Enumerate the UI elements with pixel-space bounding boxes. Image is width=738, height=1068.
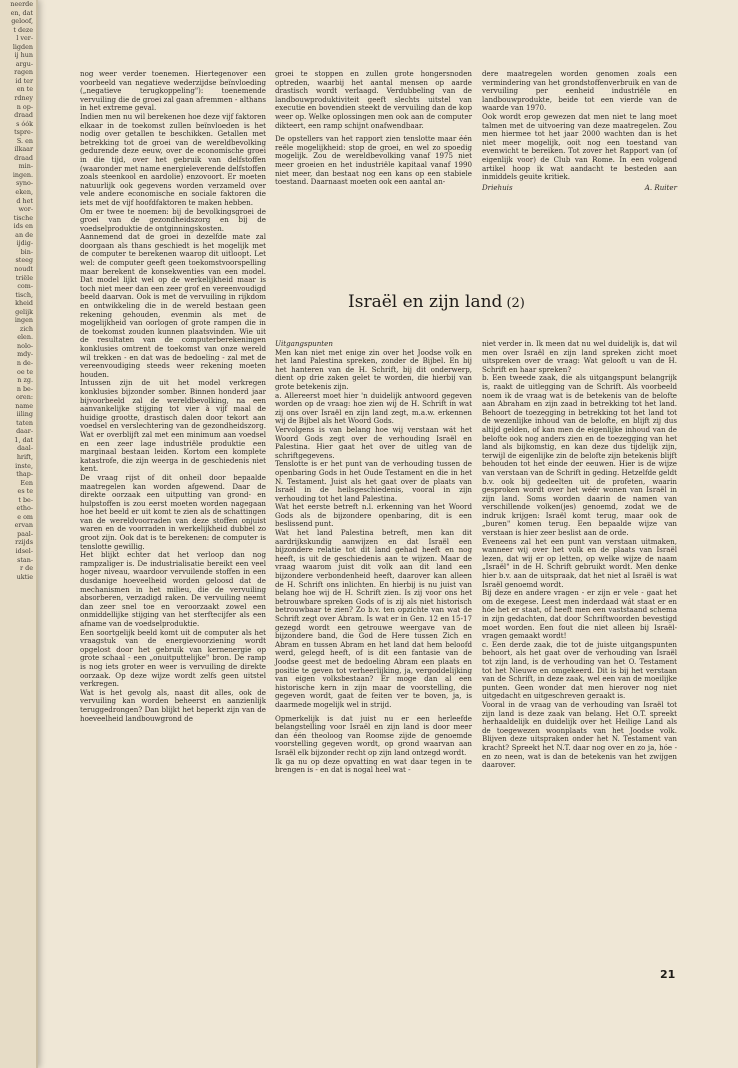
fragment-line: syno- (15, 179, 33, 188)
paragraph: c. Een derde zaak, die tot de juiste uitgangspunten behoort, als het gaat over de verhouding van Israël tot zijn land, is de verhouding van het O. Testament tot het Nieuwe en omgekeerd. Dit is bij het verstaan van de Schrift, in deze zaak, wel een van de moeilijke punten. Geen wonder dat men hierover nog niet uitgedacht en uitgeschreven geraakt is. (482, 639, 677, 701)
fragment-line: kheid (15, 299, 33, 308)
fragment-line: uktie (16, 572, 33, 581)
fragment-line: paal- (17, 529, 33, 538)
subheading: Uitgangspunten (275, 339, 333, 348)
fragment-line: argu- (15, 59, 33, 68)
paragraph: Tenslotte is er het punt van de verhouding tussen de openbaring Gods in het Oude Testament en die in het N. Testament. Juist als het gaat over de plaats van Israël in de heilsgeschiedenis, vooral in zijn verhouding tot het land Palestina. (275, 459, 472, 503)
paragraph: Bij deze en andere vragen - er zijn er vele - gaat het om de exegese. Leest men inderdaad wát staat er en hóe het er staat, of heeft men een vaststaand schema in zijn gedachten, dat door Schriftwoorden bevestigd moet worden. Een fout die niet alleen bij Israël-vragen gemaakt wordt! (482, 588, 677, 641)
fragment-line: taten (16, 418, 33, 427)
paragraph: Wat het eerste betreft n.l. erkenning van het Woord Gods als de bijzondere openbaring, dit is een beslissend punt. (275, 502, 472, 529)
fragment-line: n be- (16, 384, 33, 393)
paragraph: Wat is het gevolg als, naast dit alles, ook de vervuiling kan worden beheerst en aanzienlijk teruggedrongen? Dan blijkt het beperkt zijn van de hoeveelheid landbouwgrond de (80, 687, 266, 723)
fragment-line: draad (14, 111, 33, 120)
fragment-line: en, dat (10, 8, 33, 17)
fragment-line: draad (14, 153, 33, 162)
fragment-line: ilkaar (14, 145, 33, 154)
column-1 (80, 70, 266, 723)
fragment-line: d het (16, 196, 33, 205)
paragraph: Opmerkelijk is dat juist nu er een herleefde belangstelling voor Israël en zijn land is door meer dan één theoloog van Roomse zijde de genoemde voorstelling gegeven wordt, op grond waarvan aan Israël elk bijzonder recht op zijn land ontzegd wordt. (275, 713, 472, 757)
fragment-line: tspre- (14, 128, 33, 137)
fragment-line: t be- (18, 495, 33, 504)
column-3-top (482, 70, 677, 192)
signature (482, 184, 677, 193)
fragment-line: bin- (20, 247, 33, 256)
fragment-line: name (15, 401, 33, 410)
page-number: 21 (660, 968, 676, 981)
fragment-line: eken, (15, 188, 33, 197)
fragment-line: ervan (14, 521, 33, 530)
column-2-bottom (275, 340, 472, 775)
paragraph: Wat het land Palestina betreft, men kan dit aardrijkskundig aanwijzen en dat Israël een bijzondere relatie tot dit land gehad heeft en nog heeft, is uit de geschiedenis aan te wijzen. Maar de vraag waarom juist dit volk aan dit land een bijzondere verbondenheid heeft, daarover kan alleen de H. Schrift ons inlichten. En hierbij is nu juist van belang hoe wij de H. Schrift zien. Is zij voor ons het betrouwbare spreken Gods of is zij als niet historisch betrouwbaar te zien? Zo b.v. ten opzichte van wat de Schrift zegt over Abram. Is wat er in Gen. 12 en 15-17 gezegd wordt een getrouwe weergave van de bijzondere band, die God de Here tussen Zich en Abram en tussen Abram en het land dat hem beloofd werd, gelegd heeft, of is dit een fantasie van de Joodse geest met de bedoeling Abram een plaats en positie te geven tot verheerlijking, ja, vergoddelijking van eigen volksbestaan? Er moge dan al een historische kern in zijn maar de voorstelling, die gegeven wordt, gaat de feiten ver te boven, ja, is daarmede mogelijk wel in strijd. (275, 528, 472, 709)
column-2-top (275, 70, 472, 192)
paragraph: niet verder in. Ik meen dat nu wel duidelijk is, dat wil men over Israël en zijn land spreken zicht moet uitspreken over de vraag: Wat gelooft u van de H. Schrift en haar spreken? (482, 339, 677, 374)
fragment-line: oe te (16, 367, 33, 376)
fragment-line: n zg. (17, 376, 33, 385)
fragment-line: daal- (17, 444, 33, 453)
fragment-line: r de (20, 564, 33, 573)
fragment-line: wor- (18, 205, 33, 214)
paragraph: Het blijkt echter dat het verloop dan nog rampzaliger is. De industrialisatie bereikt een veel hoger niveau, waardoor vervuilende stoffen in een dusdanige hoeveelheid worden geloosd dat de mechanismen in het milieu, die de vervuiling absorberen, verzadigd raken. De vervuiling neemt dan zeer snel toe en veroorzaakt zowel een onmiddellijke stijging van het sterftecijfer als een afname van de voedselproduktie. (80, 550, 266, 628)
fragment-line: noudt (14, 264, 33, 273)
fragment-line: rdney (14, 94, 33, 103)
fragment-line: ijdig- (16, 239, 33, 248)
fragment-line: an de (15, 230, 33, 239)
fragment-line: es te (17, 487, 33, 496)
fragment-line: rzijds (15, 538, 33, 547)
signature-place: Driehuis (482, 182, 513, 192)
paragraph: Aannemend dat de groei in dezelfde mate zal doorgaan als thans geschiedt is het mogelijk met de computer te berekenen waarop dit uitloopt. Let wel: de computer geeft geen toekomstvoorspelling maar berekent de konsekwenties van een model. Dat model lijkt wel op de werkelijkheid maar is toch niet meer dan een zeer grof en vereenvoudigd beeld daarvan. Ook is met de vervuiling in rijkdom en ontwikkeling die in de wereld bestaan geen rekening gehouden, evenmin als met de mogelijkheid van oorlogen of grote rampen die in de toekomst zouden kunnen plaatsvinden. Wie uit de resultaten van de computerberekeningen konklusies omtrent de toekomst van onze wereld wil trekken - en dat was de bedoeling - zal met de vereenvoudiging steeds weer rekening moeten houden. (80, 232, 266, 379)
paragraph: a. Allereerst moet hier 'n duidelijk antwoord gegeven worden op de vraag: hoe zien wij de H. Schrift in wat zij ons over Israël en zijn land zegt, m.a.w. erkennen wij de Bijbel als het Woord Gods. (275, 390, 472, 426)
fragment-line: ingen (14, 316, 33, 325)
paragraph: De opstellers van het rapport zien tenslotte maar één reële mogelijkheid: stop de groei, en wel zo spoedig mogelijk. Zou de wereldbevolking vanaf 1975 niet meer groeien en het industriële kapitaal vanaf 1990 niet meer, dan bestaat nog een kans op een stabiele toestand. Daarnaast moeten ook een aantal an- (275, 134, 472, 187)
column-3-bottom (482, 340, 677, 770)
fragment-line: 1, dat (14, 435, 33, 444)
headline-part: (2) (506, 296, 525, 311)
fragment-line: daar- (16, 427, 33, 436)
fragment-line: ids en (13, 222, 33, 231)
fragment-line: S. en (16, 136, 33, 145)
fragment-line: l ver- (16, 34, 33, 43)
fragment-line: zich (19, 324, 33, 333)
fragment-line: neerde (10, 0, 33, 8)
fragment-line: geloof, (11, 17, 33, 26)
fragment-line: en te (16, 85, 33, 94)
signature-author: A. Ruiter (644, 182, 677, 192)
paragraph: Om er twee te noemen: bij de bevolkingsgroei de groei van de gezondheidszorg en bij de voedselproduktie de ontginningskosten. (80, 206, 266, 233)
fragment-line: gelijk (15, 307, 33, 316)
fragment-line: t deze (13, 25, 33, 34)
fragment-line: oren: (16, 393, 33, 402)
left-page-fragment (0, 0, 38, 1068)
paragraph: Vervolgens is van belang hoe wij verstaan wát het Woord Gods zegt over de verhouding Israël en Palestina. Hier gaat het over de uitleg van de schriftgegevens. (275, 424, 472, 460)
paragraph: Vooral in de vraag van de verhouding van Israël tot zijn land is deze zaak van belang. Het O.T. spreekt herhaaldelijk en duidelijk over het Heilige Land als de toegewezen woonplaats van het Joodse volk. Blijven deze uitspraken onder het N. Testament van kracht? Spreekt het N.T. daar nog over en zo ja, hóe - en zo neen, wat is dan de betekenis van het zwijgen daarover. (482, 699, 677, 770)
fragment-line: com- (17, 282, 33, 291)
article-headline (348, 292, 525, 312)
fragment-line: nolo- (16, 341, 33, 350)
paragraph: groei te stoppen en zullen grote hongersnoden optreden, waarbij het aantal mensen op aarde drastisch wordt verlaagd. Verdubbeling van de landbouwproduktiviteit geeft slechts uitstel van executie en bovendien steekt de vervuiling dan de kop weer op. Welke oplossingen men ook aan de computer dikteert, een ramp schijnt onafwendbaar. (275, 69, 472, 130)
fragment-line: etho- (16, 504, 33, 513)
fragment-line: steeg (15, 256, 33, 265)
fragment-line: idsel- (15, 547, 33, 555)
fragment-line: e om (17, 512, 33, 521)
fragment-line: elen. (17, 333, 33, 342)
paragraph: De vraag rijst of dit onheil door bepaalde maatregelen kan worden afgewend. Daar de direkte oorzaak een uitputting van grond- en hulpstoffen is zou eerst moeten worden nagegaan hoe het beeld er uit komt te zien als de schattingen van de wereldvoorraden van deze stoffen onjuist waren en de voorraden in werkelijkheid dubbel zo groot zijn. Ook dat is te berekenen: de computer is tenslotte gewillig. (80, 472, 266, 551)
fragment-line: min- (18, 162, 33, 171)
fragment-line: ingen. (12, 170, 33, 179)
fragment-line: iiling (16, 410, 33, 419)
paragraph: b. Een tweede zaak, die als uitgangspunt belangrijk is, raakt de uitlegging van de Schrift. Als voorbeeld noem ik de vraag wat is de betekenis van de belofte aan Abraham en zijn zaad in betrekking tot het land. Behoort de toezegging in betrekking tot het land tot de wezenlijke inhoud van de belofte, en blijft zij dus altijd gelden, of kan men de eigenlijke inhoud van de belofte ook nog anders zien en de toezegging van het land als bijkomstig, en kan deze dus tijdelijk zijn, terwijl de eigenlijke zin de belofte zijn betekenis blijft behouden tot het einde der eeuwen. Hier is de wijze van verstaan van de Schrift in geding. Hetzelfde geldt b.v. ook bij gedeelten uit de profeten, waarin gesproken wordt over het wéér wonen van Israël in zijn land. Soms worden daarin de namen van verschillende volken(jes) genoemd, zodat we de indruk krijgen: Israël komt terug, maar ook de „buren" komen terug. Een bepaalde wijze van verstaan is hier zeer beslist aan de orde. (482, 373, 677, 538)
fragment-line: triële (15, 273, 33, 282)
fragment-line: mdy- (17, 350, 33, 359)
fragment-line: tisch, (15, 290, 33, 299)
fragment-line: ij hun (14, 51, 33, 60)
fragment-line: n de- (16, 358, 33, 367)
paragraph: nog weer verder toenemen. Hiertegenover een voorbeeld van negatieve wederzijdse beïnvloeding („negatieve terugkoppeling"): toenemende vervuiling die de groei zal gaan afremmen - althans in het extreme geval. (80, 69, 266, 113)
fragment-line: ligden (12, 42, 33, 51)
fragment-line: hrift, (16, 452, 33, 461)
fragment-line: ragen (14, 68, 33, 77)
fragment-line: thap- (16, 470, 33, 479)
fragment-line: s óók (16, 119, 33, 128)
paragraph: Intussen zijn de uit het model verkregen konklusies bijzonder somber. Binnen honderd jaar bijvoorbeeld zal de wereldbevolking, na een aanvankelijke stijging tot vier à vijf maal de huidige grootte, drastisch dalen door tekort aan voedsel en verslechtering van de gezondheidszorg. Wat er overblijft zal met een minimum aan voedsel en een zeer lage industriële produktie een marginaal bestaan leiden. Kortom een komplete katastrofe, die zijn weerga in de geschiedenis niet kent. (80, 378, 266, 474)
paragraph: dere maatregelen worden genomen zoals een vermindering van het grondstoffenverbruik en van de vervuiling per eenheid industriële en landbouwprodukte, beide tot een vierde van de waarde van 1970. (482, 69, 677, 113)
paragraph: Een soortgelijk beeld komt uit de computer als het vraagstuk van de energievoorziening wordt opgelost door het gebruik van kernenergie op grote schaal - een „onuitputtelijke" bron. De ramp is nog iets groter en weer is vervuiling de direkte oorzaak. Op deze wijze wordt zelfs geen uitstel verkregen. (80, 627, 266, 689)
paragraph: Ik ga nu op deze opvatting en wat daar tegen in te brengen is - en dat is nogal heel wat - (275, 756, 472, 775)
fragment-line: Een (20, 478, 33, 487)
fragment-line: id ter (15, 76, 33, 85)
paragraph: Ook wordt erop gewezen dat men niet te lang moet talmen met de uitvoering van deze maatregelen. Zou men hiermee tot het jaar 2000 wachten dan is het niet meer mogelijk, ooit nog een toestand van evenwicht te bereiken. Tot zover het Rapport van (of eigenlijk voor) de Club van Rome. In een volgend artikel hoop ik wat aandacht te besteden aan inmiddels geuite kritiek. (482, 111, 677, 182)
fragment-line: tische (13, 213, 33, 222)
paragraph: Indien men nu wil berekenen hoe deze vijf faktoren elkaar in de toekomst zullen beïnvloeden is het nodig over getallen te beschikken. Getallen met betrekking tot de groei van de wereldbevolking gedurende deze eeuw, over de economische groei in die tijd, over het gebruik van delfstoffen (waaronder met name energieleverende delfstoffen zoals steenkool en aardolie) enzovoort. Er moeten natuurlijk ook gegevens worden verzameld over vele andere economische en sociale faktoren die iets met de vijf hoofdfaktoren te maken hebben. (80, 111, 266, 207)
fragment-line: inste, (15, 461, 33, 470)
paragraph: Eveneens zal het een punt van verstaan uitmaken, wanneer wij over het volk en de plaats van Israël lezen, dat wij er op letten, op welke wijze de naam „Israël" in de H. Schrift gebruikt wordt. Men denke hier b.v. aan de uitspraak, dat het niet al Israël is wat Israël genoemd wordt. (482, 536, 677, 589)
headline-title: Israël en zijn land (348, 292, 503, 312)
fragment-line: n op- (16, 102, 33, 111)
fragment-line: stan- (17, 555, 33, 564)
paragraph: Men kan niet met enige zin over het Joodse volk en het land Palestina spreken, zonder de Bijbel. En bij het hanteren van de H. Schrift, bij dit onderwerp, dient op drie zaken gelet te worden, die hierbij van grote betekenis zijn. (275, 347, 472, 391)
